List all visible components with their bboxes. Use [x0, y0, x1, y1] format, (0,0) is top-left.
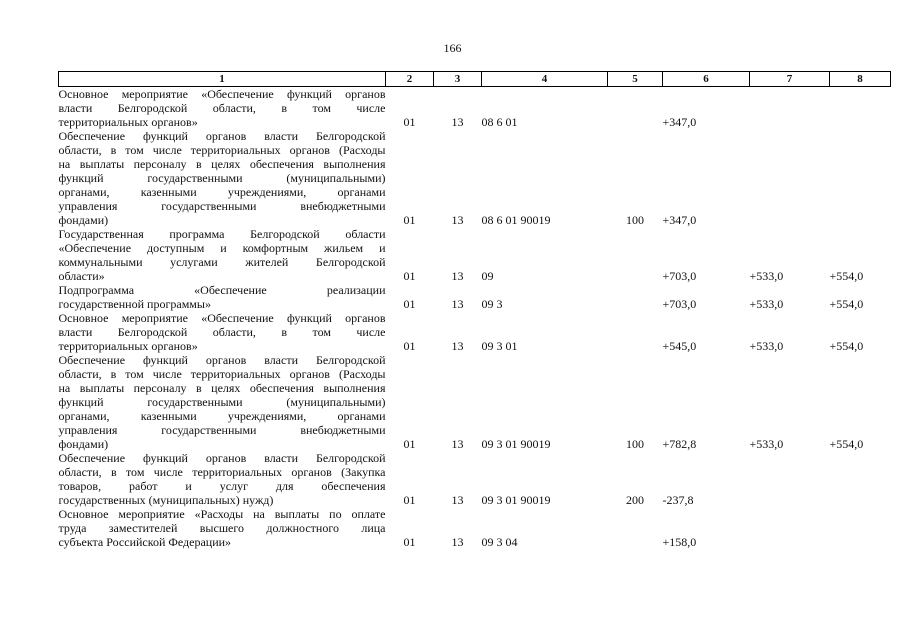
cell-subsection: 13: [451, 269, 464, 283]
description-line: органами, казенными учреждениями, органами: [58, 185, 386, 199]
column-header-3: 3: [434, 72, 482, 87]
cell-amount-year2: [750, 87, 830, 130]
table-body: [59, 87, 891, 550]
cell-amount-year3: +554,0: [829, 339, 864, 353]
description-line: на выплаты персоналу в целях обеспечения выполнения: [58, 157, 386, 171]
cell-section: 01: [403, 493, 416, 507]
cell-amount-year1: +545,0: [662, 339, 697, 353]
description-line: Обеспечение функций органов власти Белгородской: [58, 129, 386, 143]
cell-section: 01: [403, 213, 416, 227]
cell-subsection: 13: [451, 535, 464, 549]
description-line: коммунальными услугами жителей Белгородской: [58, 255, 386, 269]
table-row: [59, 227, 891, 283]
description-line: управления государственными внебюджетными: [58, 423, 386, 437]
description-line: государственной программы»: [58, 297, 211, 311]
table-row: [59, 283, 891, 311]
cell-amount-year2: +533,0: [749, 437, 784, 451]
cell-target-article: 09: [481, 269, 494, 283]
column-header-6: 6: [663, 72, 750, 87]
cell-amount-year2: +533,0: [749, 269, 784, 283]
cell-subsection: 13: [451, 115, 464, 129]
cell-expense-type: [608, 507, 663, 549]
cell-amount-year2: +533,0: [749, 339, 784, 353]
cell-expense-type: [608, 87, 663, 130]
description-line: органами, казенными учреждениями, органами: [58, 409, 386, 423]
row-description: [59, 507, 386, 549]
cell-section: 01: [403, 269, 416, 283]
cell-amount-year3: [830, 129, 891, 227]
description-line: области»: [58, 269, 105, 283]
description-line: «Обеспечение доступным и комфортным жильем и: [58, 241, 386, 255]
cell-amount-year1: +158,0: [662, 535, 697, 549]
table-row: [59, 507, 891, 549]
cell-expense-type: 200: [626, 493, 644, 507]
column-header-4: 4: [482, 72, 608, 87]
cell-amount-year1: +703,0: [662, 297, 697, 311]
description-line: территориальных органов»: [58, 115, 198, 129]
description-line: Обеспечение функций органов власти Белгородской: [58, 451, 386, 465]
column-header-7: 7: [750, 72, 830, 87]
description-line: Основное мероприятие «Обеспечение функций органов: [58, 87, 386, 101]
cell-subsection: 13: [451, 339, 464, 353]
cell-expense-type: [608, 311, 663, 353]
description-line: области, в том числе территориальных органов (Расходы: [58, 143, 386, 157]
cell-expense-type: [608, 283, 663, 311]
cell-amount-year3: [830, 87, 891, 130]
table-row: [59, 87, 891, 130]
description-line: на выплаты персоналу в целях обеспечения выполнения: [58, 381, 386, 395]
cell-target-article: 09 3 01 90019: [481, 493, 551, 507]
column-header-2: 2: [386, 72, 434, 87]
cell-amount-year2: [750, 129, 830, 227]
cell-amount-year2: +533,0: [749, 297, 784, 311]
budget-table: [58, 71, 891, 549]
cell-target-article: 08 6 01 90019: [481, 213, 551, 227]
description-line: труда заместителей высшего должностного лица: [58, 521, 386, 535]
description-line: Обеспечение функций органов власти Белгородской: [58, 353, 386, 367]
description-line: фондами): [58, 437, 109, 451]
cell-target-article: 09 3 01 90019: [481, 437, 551, 451]
cell-amount-year1: -237,8: [662, 493, 694, 507]
cell-amount-year3: [830, 507, 891, 549]
column-header-5: 5: [608, 72, 663, 87]
cell-target-article: 09 3 04: [481, 535, 518, 549]
table-row: [59, 311, 891, 353]
description-line: государственных (муниципальных) нужд): [58, 493, 274, 507]
cell-target-article: 08 6 01: [481, 115, 518, 129]
cell-subsection: 13: [451, 213, 464, 227]
cell-section: 01: [403, 339, 416, 353]
cell-expense-type: 100: [626, 437, 644, 451]
description-line: Основное мероприятие «Расходы на выплаты по оплате: [58, 507, 386, 521]
table-row: [59, 451, 891, 507]
cell-section: 01: [403, 535, 416, 549]
description-line: власти Белгородской области, в том числе: [58, 325, 386, 339]
description-line: управления государственными внебюджетными: [58, 199, 386, 213]
row-description: [59, 227, 386, 283]
cell-amount-year1: +347,0: [662, 115, 697, 129]
cell-amount-year2: [750, 451, 830, 507]
cell-amount-year1: +782,8: [662, 437, 697, 451]
cell-amount-year3: [830, 451, 891, 507]
cell-amount-year3: +554,0: [829, 297, 864, 311]
cell-expense-type: 100: [626, 213, 644, 227]
cell-subsection: 13: [451, 297, 464, 311]
description-line: Подпрограмма «Обеспечение реализации: [58, 283, 386, 297]
cell-amount-year2: [750, 507, 830, 549]
cell-amount-year1: +703,0: [662, 269, 697, 283]
cell-section: 01: [403, 115, 416, 129]
description-line: власти Белгородской области, в том числе: [58, 101, 386, 115]
table-row: [59, 129, 891, 227]
description-line: функций государственными (муниципальными): [58, 171, 386, 185]
column-header-1: 1: [59, 72, 386, 87]
cell-subsection: 13: [451, 493, 464, 507]
cell-expense-type: [608, 227, 663, 283]
column-header-8: 8: [830, 72, 891, 87]
description-line: субъекта Российской Федерации»: [58, 535, 232, 549]
cell-subsection: 13: [451, 437, 464, 451]
row-description: [59, 311, 386, 353]
row-description: [59, 283, 386, 311]
page-number: 166: [443, 41, 462, 55]
cell-section: 01: [403, 437, 416, 451]
description-line: Государственная программа Белгородской области: [58, 227, 386, 241]
description-line: области, в том числе территориальных органов (Расходы: [58, 367, 386, 381]
description-line: Основное мероприятие «Обеспечение функций органов: [58, 311, 386, 325]
cell-amount-year1: +347,0: [662, 213, 697, 227]
table-header-row: [59, 72, 891, 87]
cell-target-article: 09 3: [481, 297, 503, 311]
cell-amount-year3: +554,0: [829, 269, 864, 283]
description-line: функций государственными (муниципальными): [58, 395, 386, 409]
row-description: [59, 87, 386, 130]
row-description: [59, 129, 386, 227]
cell-section: 01: [403, 297, 416, 311]
description-line: товаров, работ и услуг для обеспечения: [58, 479, 386, 493]
description-line: области, в том числе территориальных органов (Закупка: [58, 465, 386, 479]
cell-amount-year3: +554,0: [829, 437, 864, 451]
cell-target-article: 09 3 01: [481, 339, 518, 353]
row-description: [59, 451, 386, 507]
description-line: фондами): [58, 213, 109, 227]
row-description: [59, 353, 386, 451]
description-line: территориальных органов»: [58, 339, 198, 353]
table-row: [59, 353, 891, 451]
